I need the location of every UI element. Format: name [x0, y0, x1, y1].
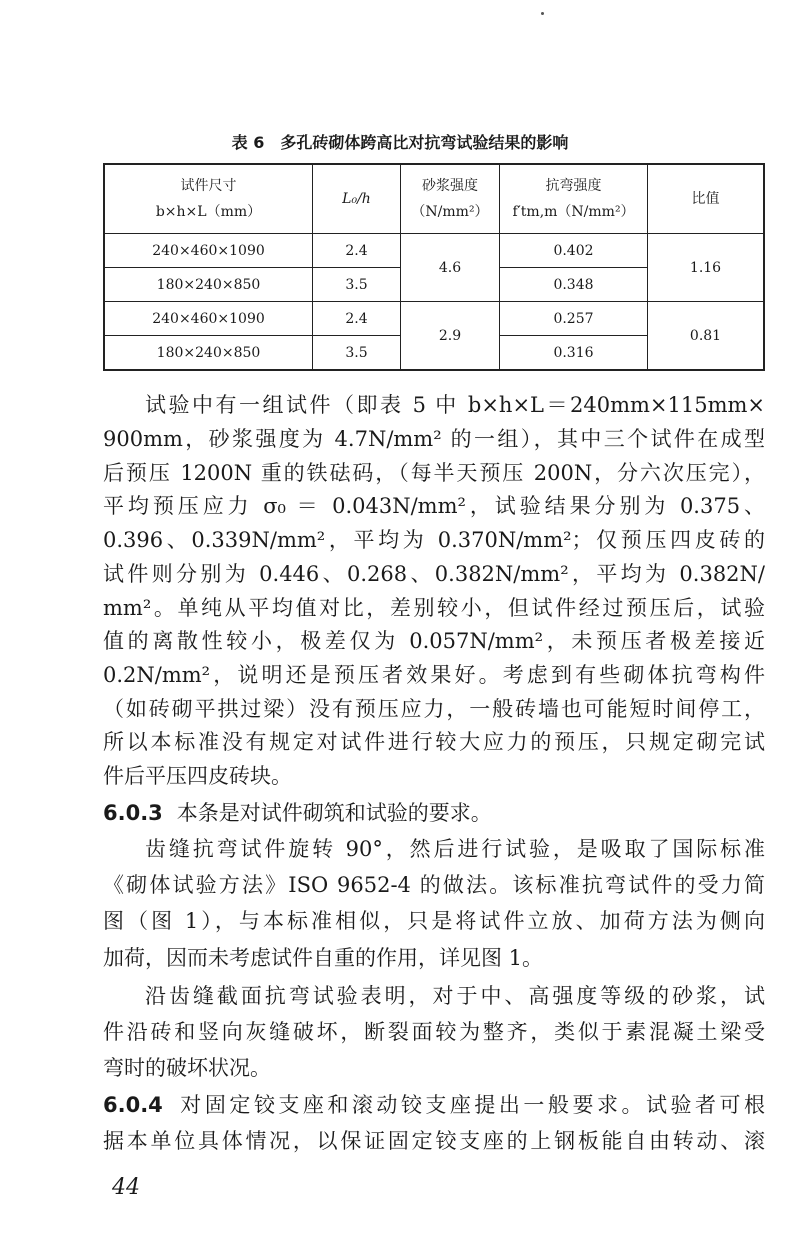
cell-lh: 3.5 — [313, 268, 401, 302]
header-ratio — [648, 164, 765, 234]
header-strength — [500, 164, 648, 234]
header-text: 抗弯强度 — [545, 178, 602, 194]
section-number: 6.0.4 — [103, 1093, 163, 1117]
header-text: L₀/h — [342, 191, 371, 207]
results-table — [103, 163, 765, 371]
text-line: 900mm，砂浆强度为 4.7N/mm² 的一组），其中三个试件在成型 — [103, 427, 765, 451]
cell-size: 180×240×850 — [104, 268, 313, 302]
section-number: 6.0.3 — [103, 801, 163, 825]
text-line: 沿齿缝截面抗弯试验表明，对于中、高强度等级的砂浆，试 — [145, 984, 765, 1008]
cell-size: 180×240×850 — [104, 336, 313, 371]
cell-lh: 3.5 — [313, 336, 401, 371]
cell-ratio: 1.16 — [648, 234, 765, 302]
header-text: （N/mm²） — [411, 204, 489, 220]
text-line: mm²。单纯从平均值对比，差别较小，但试件经过预压后，试验 — [103, 596, 765, 620]
text-line: 据本单位具体情况，以保证固定铰支座的上钢板能自由转动、滚 — [103, 1129, 765, 1153]
header-text: f′tm,m（N/mm²） — [512, 204, 635, 220]
cell-strength: 0.316 — [500, 336, 648, 371]
cell-lh: 2.4 — [313, 234, 401, 268]
header-size — [104, 164, 313, 234]
text-line: 图（图 1），与本标准相似，只是将试件立放、加荷方法为侧向 — [103, 909, 765, 933]
text-line: 齿缝抗弯试件旋转 90°，然后进行试验，是吸取了国际标准 — [145, 837, 765, 861]
cell-mortar: 4.6 — [401, 234, 500, 302]
text-line: 值的离散性较小，极差仅为 0.057N/mm²，未预压者极差接近 — [103, 629, 765, 653]
header-lh — [313, 164, 401, 234]
text-line: 件沿砖和竖向灰缝破坏，断裂面较为整齐，类似于素混凝土梁受 — [103, 1020, 765, 1044]
text-line: 试验中有一组试件（即表 5 中 b×h×L＝240mm×115mm× — [145, 393, 765, 417]
text-line: 试件则分别为 0.446、0.268、0.382N/mm²，平均为 0.382N/ — [103, 562, 765, 586]
text-line: 后预压 1200N 重的铁砝码，（每半天预压 200N，分六次压完）， — [103, 461, 765, 485]
header-text: 试件尺寸 — [180, 178, 237, 194]
cell-strength: 0.402 — [500, 234, 648, 268]
text-line: 平均预压应力 σ₀ ＝ 0.043N/mm²，试验结果分别为 0.375、 — [103, 494, 765, 518]
cell-size: 240×460×1090 — [104, 234, 313, 268]
text-line: 0.2N/mm²，说明还是预压者效果好。考虑到有些砌体抗弯构件 — [103, 663, 765, 687]
table-header-row — [104, 164, 764, 234]
header-text: 比值 — [691, 191, 720, 207]
section-6-0-3 — [103, 798, 765, 828]
text-line: 本条是对试件砌筑和试验的要求。 — [176, 801, 492, 825]
cell-size: 240×460×1090 — [104, 302, 313, 336]
scan-speck — [541, 12, 544, 15]
cell-strength: 0.348 — [500, 268, 648, 302]
text-line: 加荷，因而未考虑试件自重的作用，详见图 1。 — [103, 946, 544, 970]
table-row — [104, 234, 764, 268]
text-line: 弯时的破坏状况。 — [103, 1056, 271, 1080]
text-line: 0.396、0.339N/mm²，平均为 0.370N/mm²；仅预压四皮砖的 — [103, 528, 765, 552]
header-text: 砂浆强度 — [422, 178, 478, 194]
cell-ratio: 0.81 — [648, 302, 765, 371]
text-line: 所以本标准没有规定对试件进行较大应力的预压，只规定砌完试 — [103, 730, 765, 754]
header-text: b×h×L（mm） — [155, 204, 262, 220]
text-line-last: 件后平压四皮砖块。 — [103, 764, 292, 788]
cell-mortar: 2.9 — [401, 302, 500, 371]
table-caption: 表 6 多孔砖砌体跨高比对抗弯试验结果的影响 — [231, 133, 569, 152]
header-mortar — [401, 164, 500, 234]
page-number: 44 — [112, 1175, 140, 1200]
cell-strength: 0.257 — [500, 302, 648, 336]
text-line: 《砌体试验方法》ISO 9652-4 的做法。该标准抗弯试件的受力简 — [103, 873, 765, 897]
text-line: （如砖砌平拱过梁）没有预压应力，一般砖墙也可能短时间停工， — [103, 697, 765, 721]
text-line: 对固定铰支座和滚动铰支座提出一般要求。试验者可根 — [176, 1093, 765, 1117]
section-6-0-4 — [103, 1090, 765, 1120]
table-row — [104, 302, 764, 336]
cell-lh: 2.4 — [313, 302, 401, 336]
